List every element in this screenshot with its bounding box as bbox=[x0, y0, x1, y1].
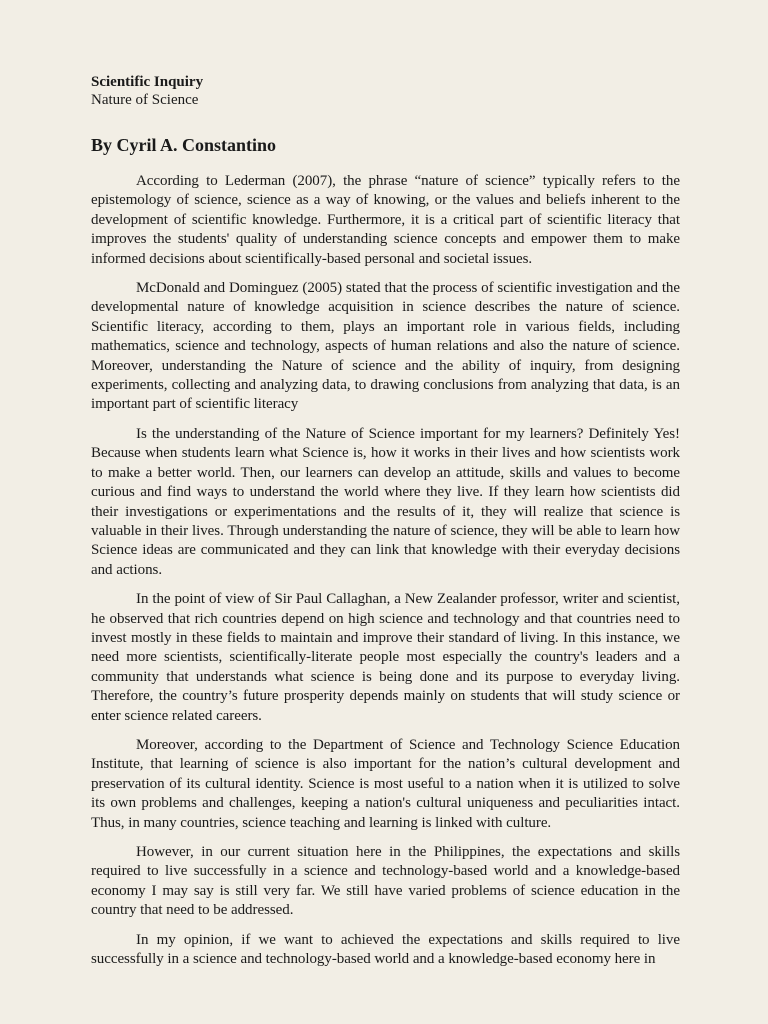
document-topic: Nature of Science bbox=[91, 92, 199, 108]
body-paragraph: In the point of view of Sir Paul Callaghan, a New Zealander professor, writer and scientist, he observed that rich countries depend on high science and technology and that countries need to invest mostly in these fields to maintain and improve their standard of living. In this instance, we need more scientists, scientifically-literate people most especially the country's leaders and a community that understands what science is being done and its purpose to everyday living. Therefore, the country’s future prosperity depends mainly on students that will study science or enter science related careers. bbox=[91, 591, 680, 724]
document-body bbox=[91, 172, 680, 969]
body-paragraph: McDonald and Dominguez (2005) stated that the process of scientific investigation and the developmental nature of knowledge acquisition in science describes the nature of science. Scientific literacy, according to them, plays an important role in various fields, including mathematics, science and technology, aspects of human relations and also the nature of science. Moreover, understanding the Nature of science and the ability of inquiry, from designing experiments, collecting and analyzing data, to drawing conclusions from analyzing that data, is an important part of scientific literacy bbox=[91, 280, 680, 413]
body-paragraph: According to Lederman (2007), the phrase “nature of science” typically refers to the epistemology of science, science as a way of knowing, or the values and beliefs inherent to the development of scientific knowledge. Furthermore, it is a critical part of scientific literacy that improves the students' quality of understanding science concepts and empower them to make informed decisions about scientifically-based personal and societal issues. bbox=[91, 173, 680, 267]
body-paragraph: In my opinion, if we want to achieved the expectations and skills required to live successfully in a science and technology-based world and a knowledge-based economy here in bbox=[91, 931, 680, 968]
body-paragraph: Is the understanding of the Nature of Science important for my learners? Definitely Yes! Because when students learn what Science is, how it works in their lives and how scientists work to make a better world. Then, our learners can develop an attitude, skills and values to become curious and find ways to understand the world where they live. If they learn how scientists did their investigations or experimentations and the results of it, they will realize that science is valuable in their lives. Through understanding the nature of science, they will be able to learn how Science ideas are communicated and they can link that knowledge with their everyday decisions and actions. bbox=[91, 425, 680, 578]
body-paragraph: However, in our current situation here in the Philippines, the expectations and skills required to live successfully in a science and technology-based world and a knowledge-based economy I may say is still very far. We still have varied problems of science education in the country that need to be addressed. bbox=[91, 844, 680, 919]
author-byline: By Cyril A. Constantino bbox=[91, 135, 277, 155]
body-paragraph: Moreover, according to the Department of Science and Technology Science Education Institute, that learning of science is also important for the nation’s cultural development and preservation of its cultural identity. Science is most useful to a nation when it is utilized to solve its own problems and challenges, keeping a nation's cultural uniqueness and peculiarities intact. Thus, in many countries, science teaching and learning is linked with culture. bbox=[91, 736, 680, 831]
document-page bbox=[91, 73, 680, 979]
document-category: Scientific Inquiry bbox=[91, 74, 204, 90]
